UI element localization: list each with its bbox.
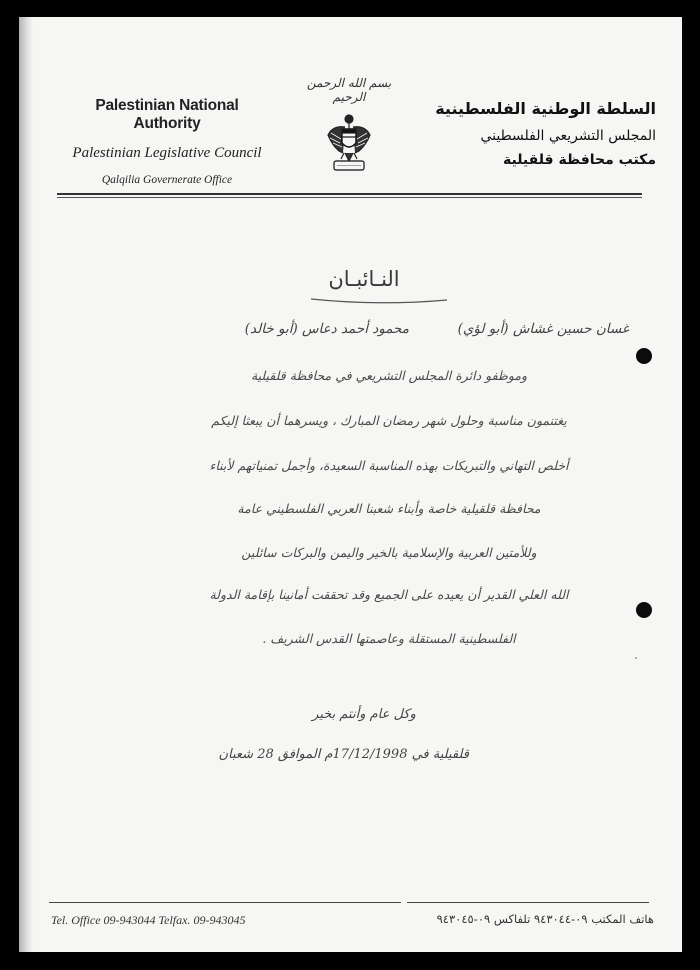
- date-line: قلقيلية في 17/12/1998م الموافق 28 شعبان: [218, 747, 469, 762]
- closing-greeting: وكل عام وأنتم بخير: [312, 707, 416, 722]
- header-rule-thick: [57, 193, 642, 195]
- palestinian-eagle-emblem-icon: [325, 109, 373, 177]
- body-line-7: الفلسطينية المستقلة وعاصمتها القدس الشريف .: [262, 631, 516, 646]
- body-line-4: محافظة قلقيلية خاصة وأبناء شعبنا العربي الفلسطيني عامة: [237, 501, 541, 516]
- punch-hole-bottom: [636, 602, 652, 618]
- body-line-5: وللأمتين العربية والإسلامية بالخير واليمن والبركات سائلين: [241, 545, 537, 560]
- footer-rule-left: [49, 902, 401, 903]
- office-en: Qalqilia Governerate Office: [101, 174, 233, 186]
- letterhead-arabic: [424, 99, 656, 168]
- body-line-1: وموظفو دائرة المجلس التشريعي في محافظة قلقيلية: [250, 368, 528, 383]
- name-ghassan: غسان حسين غشاش (أبو لؤي): [457, 321, 629, 337]
- letter-page: [19, 17, 682, 952]
- scan-speck: [635, 657, 637, 659]
- authority-en: Palestinian National Authority: [95, 97, 239, 132]
- title-underline-stroke: [309, 297, 449, 305]
- office-ar: مكتب محافظة قلقيلية: [503, 152, 656, 168]
- header-rule-thin: [57, 197, 642, 198]
- body-line-6: الله العلي القدير أن يعيده على الجميع وقد تحققت أمانينا بإقامة الدولة: [209, 587, 569, 602]
- punch-hole-top: [636, 348, 652, 364]
- authority-ar: السلطة الوطنية الفلسطينية: [435, 99, 656, 118]
- body-line-3: أخلص التهاني والتبريكات بهذه المناسبة السعيدة، وأجمل تمنياتهم لأبناء: [209, 458, 569, 473]
- letterhead-english: [67, 97, 267, 186]
- basmala: بسم الله الرحمن الرحيم: [306, 76, 392, 104]
- footer-contact-english: Tel. Office 09-943044 Telfax. 09-943045: [51, 913, 246, 927]
- footer-contact-arabic: هاتف المكتب ٠٩-٩٤٣٠٤٤ تلفاكس ٠٩-٩٤٣٠٤٥: [436, 912, 654, 926]
- letter-title: النـائبـان: [328, 267, 400, 291]
- signatory-names: [219, 321, 629, 343]
- name-mahmoud: محمود أحمد دعاس (أبو خالد): [244, 321, 409, 337]
- scan-shadow: [19, 17, 33, 952]
- body-line-2: يغتنمون مناسبة وحلول شهر رمضان المبارك ، ويسرهما أن يبعثا إليكم: [211, 413, 567, 428]
- council-ar: المجلس التشريعي الفلسطيني: [480, 128, 656, 144]
- footer-rule-right: [407, 902, 649, 903]
- council-en: Palestinian Legislative Council: [72, 145, 262, 161]
